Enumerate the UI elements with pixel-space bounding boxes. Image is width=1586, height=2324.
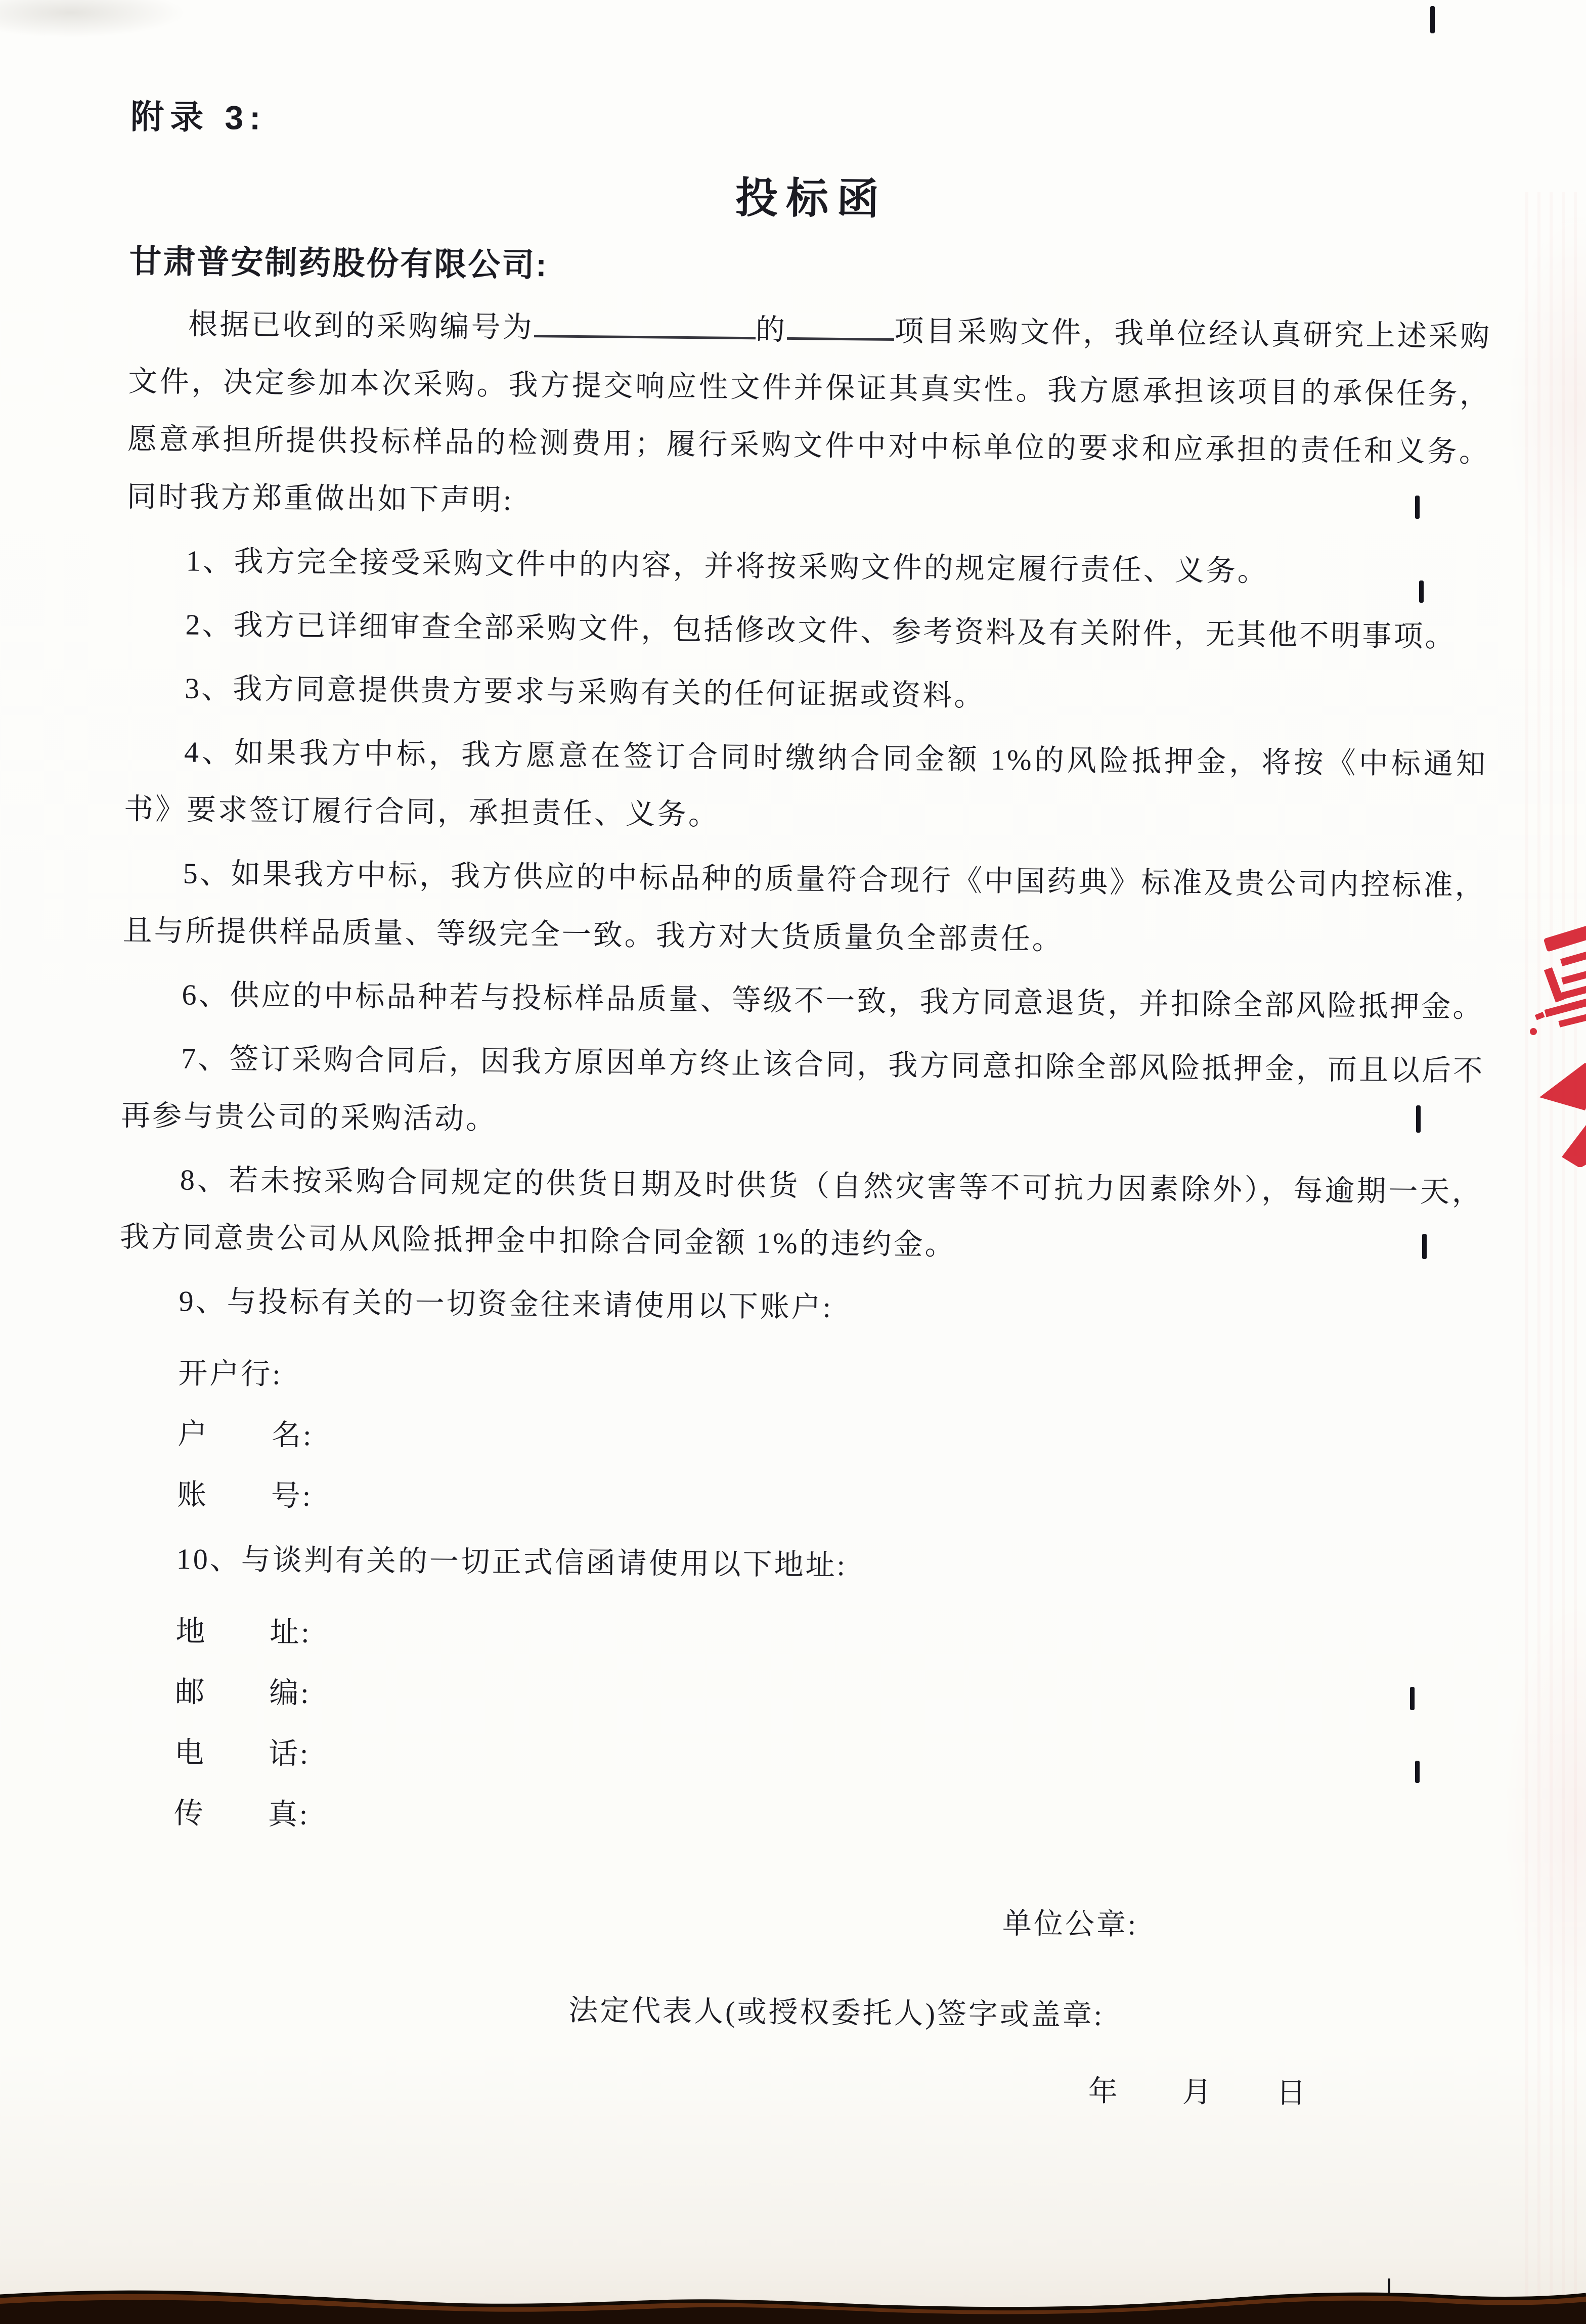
bank-name-field: 开户行: [178,1357,283,1391]
declaration-item-2: 2、我方已详细审查全部采购文件，包括修改文件、参考资料及有关附件，无其他不明事项。 [185,608,1457,653]
addressee-line: 甘肃普安制药股份有限公司: [129,243,549,284]
procurement-number-blank [534,314,756,339]
bid-letter-document [111,95,1493,2116]
scan-bottom-edge [0,2273,1586,2324]
scan-edge-streaks [1525,192,1586,2306]
date-blank-line: 年 月 日 [1088,2074,1308,2110]
declaration-item-4: 4、如果我方中标，我方愿意在签订合同时缴纳合同金额 1%的风险抵押金，将按《中标通知书》要求签订履行合同，承担责任、义务。 [123,735,1488,831]
scan-artifact-mark [1422,1234,1427,1259]
scan-artifact-mark [1410,1687,1415,1710]
contact-address-fields [114,1600,1479,1856]
declaration-item-6: 6、供应的中标品种若与投标样品质量、等级不一致，我方同意退货，并扣除全部风险抵押金。 [182,978,1484,1024]
scan-artifact-mark [1416,1105,1421,1133]
scan-artifact-mark [1415,496,1420,519]
account-holder-field: 户 名: [177,1417,314,1452]
fax-field: 传 真: [173,1797,310,1831]
intro-text-between-blanks: 的 [755,313,787,346]
scan-artifact-mark [1430,6,1435,33]
address-field: 地 址: [175,1615,312,1649]
scan-artifact-mark [1415,1761,1420,1783]
page-title: 投标函 [735,173,888,223]
declaration-item-1: 1、我方完全接受采购文件中的内容，并将按采购文件的规定履行责任、义务。 [186,544,1269,588]
intro-text-after-blanks: 项目采购文件，我单位经认真研究上述采购文件，决定参加本次采购。我方提交响应性文件并保证其真实性。我方愿承担该项目的承保任务，愿意承担所提供投标样品的检测费用；履行采购文件中对中标单位的要求和应承担的责任和义务。同时我方郑重做出如下声明: [126,314,1492,517]
declaration-item-10: 10、与谈判有关的一切正式信函请使用以下地址: [176,1542,848,1582]
appendix-label: 附录 3: [130,98,267,137]
declaration-item-8: 8、若未按采购合同规定的供货日期及时供货（自然灾害等不可抗力因素除外），每逾期一天，我方同意贵公司从风险抵押金中扣除合同金额 1%的违约金。 [119,1163,1484,1262]
red-seal-fragment [1485,894,1586,1167]
intro-text-before-blank: 根据已收到的采购编号为 [188,307,535,344]
declaration-item-5: 5、如果我方中标，我方供应的中标品种的质量符合现行《中国药典》标准及贵公司内控标准，且与所提供样品质量、等级完全一致。我方对大货质量负全部责任。 [122,857,1486,956]
declaration-item-3: 3、我方同意提供贵方要求与采购有关的任何证据或资料。 [185,672,986,712]
bank-account-fields [117,1343,1481,1538]
company-seal-label: 单位公章: [1002,1907,1138,1941]
account-number-field: 账 号: [177,1478,313,1513]
declaration-item-7: 7、签订采购合同后，因我方原因单方终止该合同，我方同意扣除全部风险抵押金，而且以后不再参与贵公司的采购活动。 [120,1042,1485,1136]
project-name-blank [787,316,894,341]
legal-representative-signature-label: 法定代表人(或授权委托人)签字或盖章: [568,1993,1105,2032]
declaration-item-9: 9、与投标有关的一切资金往来请使用以下账户: [179,1284,833,1324]
intro-paragraph [126,295,1491,539]
phone-field: 电 话: [174,1736,311,1770]
postal-code-field: 邮 编: [174,1675,311,1710]
scan-artifact-mark [1419,580,1424,603]
